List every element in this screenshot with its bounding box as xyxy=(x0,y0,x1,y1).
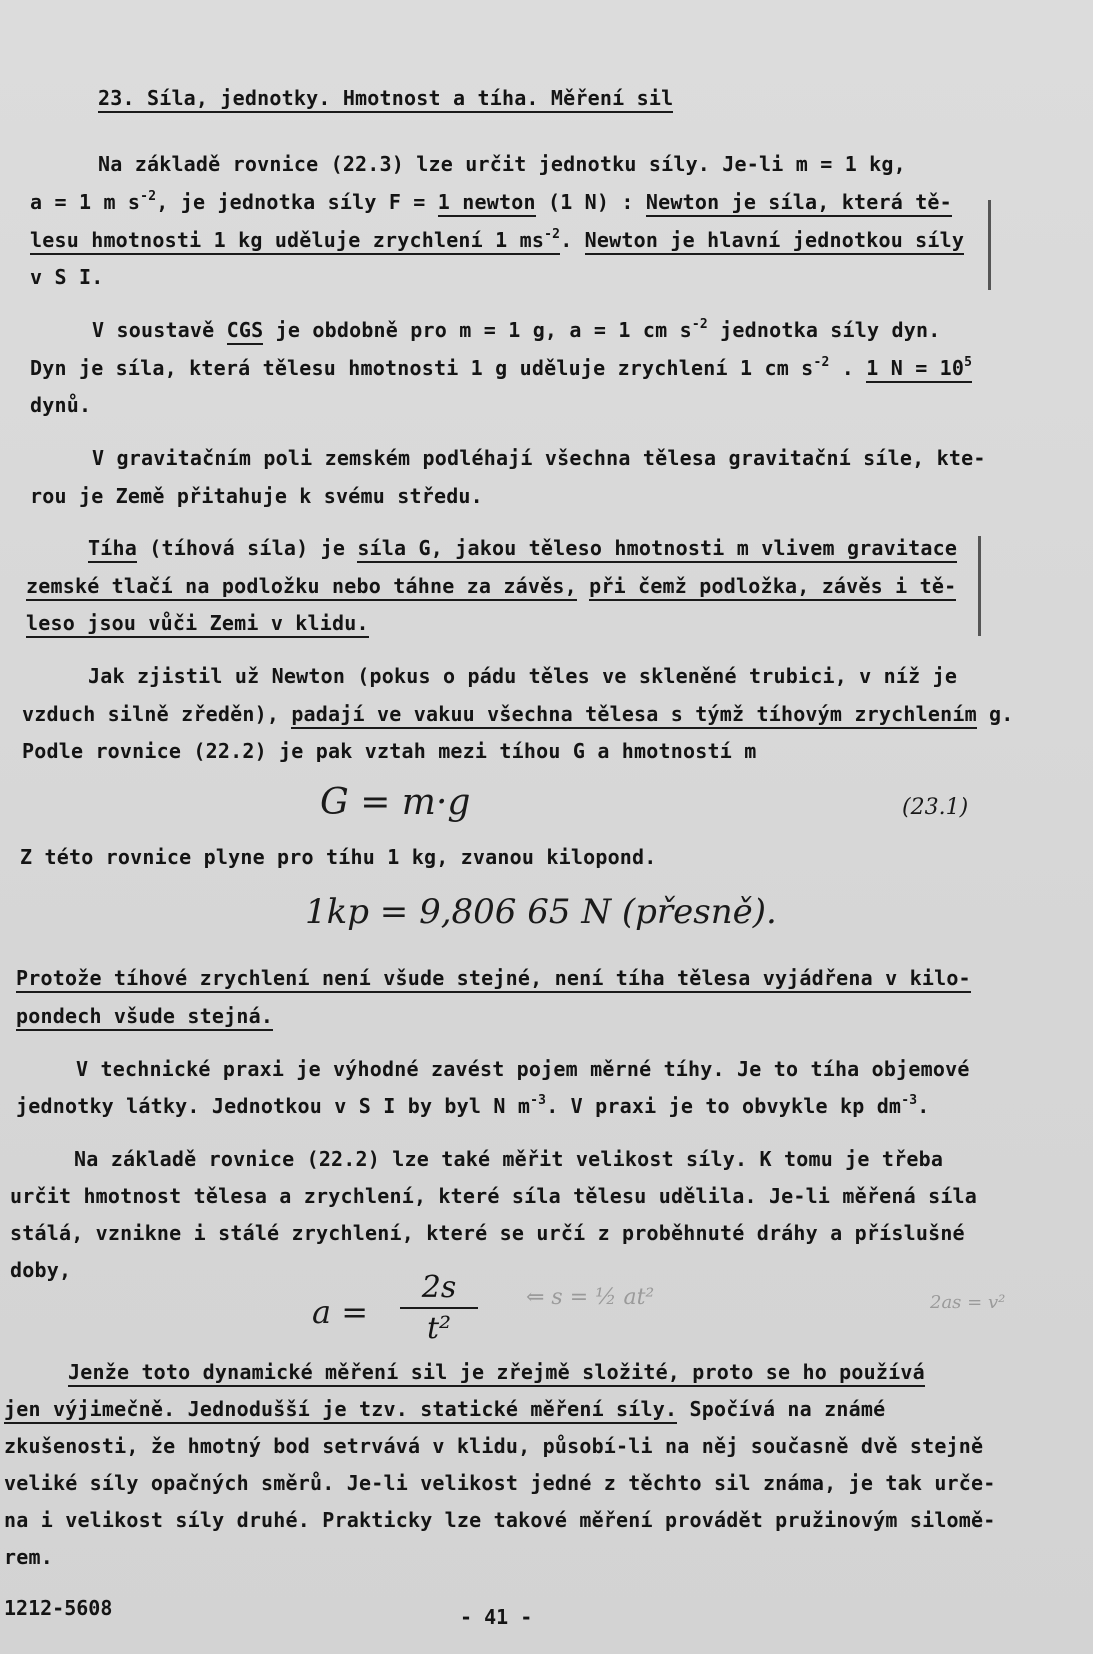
tiha-definition-4: leso jsou vůči Zemi v klidu. xyxy=(26,611,369,638)
p3-line-1: V gravitačním poli zemském podléhají všechna tělesa gravitační síle, kte- xyxy=(92,446,986,470)
p1-l2sup: -2 xyxy=(140,189,157,204)
p8-line-1: V technické praxi je výhodné zavést pojem měrné tíhy. Je to tíha objemové xyxy=(76,1057,970,1081)
p8-line-2: jednotky látky. Jednotkou v S I by byl N $m^{-3}$. V praxi je to obvykle kp $dm^{-3}$. xyxy=(16,1093,930,1118)
p5-line-2: vzduch silně zředěn), padají ve vakuu všechna tělesa s týmž tíhovým zrychlením g. xyxy=(22,702,1014,726)
p1-l2b: , je jednotka síly F = xyxy=(156,190,438,214)
kilopond-equation: 1kp = 9,806 65 N (přesně). xyxy=(305,892,777,932)
p5-line-3: Podle rovnice (22.2) je pak vztah mezi tíhou G a hmotností m xyxy=(22,739,757,763)
p1-l3b: . xyxy=(560,228,585,252)
tiha-definition-1: síla G, jakou těleso hmotnosti m vlivem gravitace xyxy=(357,536,957,563)
p4-line-3 xyxy=(26,611,369,635)
newton-main-unit: Newton je hlavní jednotkou síly xyxy=(585,228,964,255)
vacuum-fall-statement: padají ve vakuu všechna tělesa s týmž tíhovým zrychlením xyxy=(291,702,977,729)
newton-definition-2: lesu hmotnosti 1 kg uděluje zrychlení 1 $ms^{-2}$ xyxy=(30,228,560,255)
p5-line-1: Jak zjistil už Newton (pokus o pádu těles ve skleněné trubici, v níž je xyxy=(88,664,958,688)
section-heading xyxy=(98,86,673,110)
dynamic-measurement-1: Jenže toto dynamické měření sil je zřejmě složité, proto se ho používá xyxy=(68,1360,925,1387)
p7-line-1 xyxy=(16,966,971,990)
fraction-bar xyxy=(400,1307,478,1309)
tiha-definition-2: zemské tlačí na podložku nebo táhne za závěs, xyxy=(26,574,577,601)
p1-l2a: a = 1 m s xyxy=(30,190,141,214)
p9-line-2: určit hmotnost tělesa a zrychlení, které síla tělesu udělila. Je-li měřená síla xyxy=(10,1184,978,1208)
equation-23-1: G = m·g xyxy=(320,782,471,823)
margin-mark-p4 xyxy=(978,536,981,636)
p2-line-1: V soustavě CGS je obdobně pro m = 1 g, a = 1 cm $s^{-2}$ jednotka síly dyn. xyxy=(92,318,940,342)
p9-line-4: doby, xyxy=(10,1258,72,1282)
p10-line-3: zkušenosti, že hmotný bod setrvává v klidu, působí-li na něj současně dvě stejně xyxy=(4,1434,984,1458)
p6-line: Z této rovnice plyne pro tíhu 1 kg, zvanou kilopond. xyxy=(20,845,657,869)
p2-line-3: dynů. xyxy=(30,393,92,417)
p9-line-1: Na základě rovnice (22.2) lze také měřit velikost síly. K tomu je třeba xyxy=(74,1147,944,1171)
p10-line-1 xyxy=(68,1360,925,1384)
gravity-variation-1: Protože tíhové zrychlení není všude stejné, není tíha tělesa vyjádřena v kilo- xyxy=(16,966,971,993)
pencil-note-velocity: 2as = v² xyxy=(930,1292,1006,1313)
gravity-variation-2: pondech všude stejná. xyxy=(16,1004,273,1031)
newton-definition-1: Newton je síla, která tě- xyxy=(646,190,952,217)
p10-line-4: veliké síly opačných směrů. Je-li velikost jedné z těchto sil známa, je tak urče- xyxy=(4,1471,996,1495)
cgs-label: CGS xyxy=(227,318,264,345)
p4-line-1: Tíha (tíhová síla) je síla G, jakou těleso hmotnosti m vlivem gravitace xyxy=(88,536,957,560)
tiha-definition-3: při čemž podložka, závěs i tě- xyxy=(589,574,956,601)
dynamic-measurement-2: jen výjimečně. xyxy=(4,1397,175,1424)
equation-number: (23.1) xyxy=(902,795,969,820)
p1-line-3 xyxy=(30,228,964,252)
p1-line-2 xyxy=(30,190,952,214)
p7-line-2 xyxy=(16,1004,273,1028)
newton-unit: 1 newton xyxy=(438,190,536,217)
tiha-term: Tíha xyxy=(88,536,137,563)
p9-line-3: stálá, vznikne i stálé zrychlení, které se určí z proběhnuté dráhy a příslušné xyxy=(10,1221,965,1245)
p10-line-5: na i velikost síly druhé. Prakticky lze takové měření provádět pružinovým silomě- xyxy=(4,1508,996,1532)
p3-line-2: rou je Země přitahuje k svému středu. xyxy=(30,484,483,508)
page-number: - 41 - xyxy=(460,1605,533,1629)
heading-text: 23. Síla, jednotky. Hmotnost a tíha. Měření sil xyxy=(98,86,673,113)
acceleration-lhs: a = xyxy=(312,1293,369,1331)
p10-line-2: jen výjimečně. Jednodušší je tzv. statické měření síly. Spočívá na známé xyxy=(4,1397,885,1421)
newton-dyn-relation: 1 $N = 10^5$ xyxy=(866,356,972,383)
p1-line-1: Na základě rovnice (22.3) lze určit jednotku síly. Je-li m = 1 kg, xyxy=(98,152,906,176)
p4-line-2 xyxy=(26,574,956,598)
p1-line-4: v S I. xyxy=(30,265,104,289)
document-code: 1212-5608 xyxy=(4,1596,113,1620)
static-measurement: Jednodušší je tzv. statické měření síly. xyxy=(175,1397,677,1424)
fraction-denominator: t² xyxy=(426,1311,452,1346)
margin-mark-p1 xyxy=(988,200,991,290)
p10-line-6: rem. xyxy=(4,1545,53,1569)
fraction-numerator: 2s xyxy=(421,1270,457,1305)
acceleration-fraction xyxy=(400,1270,478,1346)
pencil-note-distance: ⇐ s = ½ at² xyxy=(526,1285,655,1310)
p2-line-2: Dyn je síla, která tělesu hmotnosti 1 g uděluje zrychlení 1 cm $s^{-2}$ . 1 $N = 10^5$ xyxy=(30,356,972,380)
p1-l2d: (1 N) : xyxy=(535,190,646,214)
